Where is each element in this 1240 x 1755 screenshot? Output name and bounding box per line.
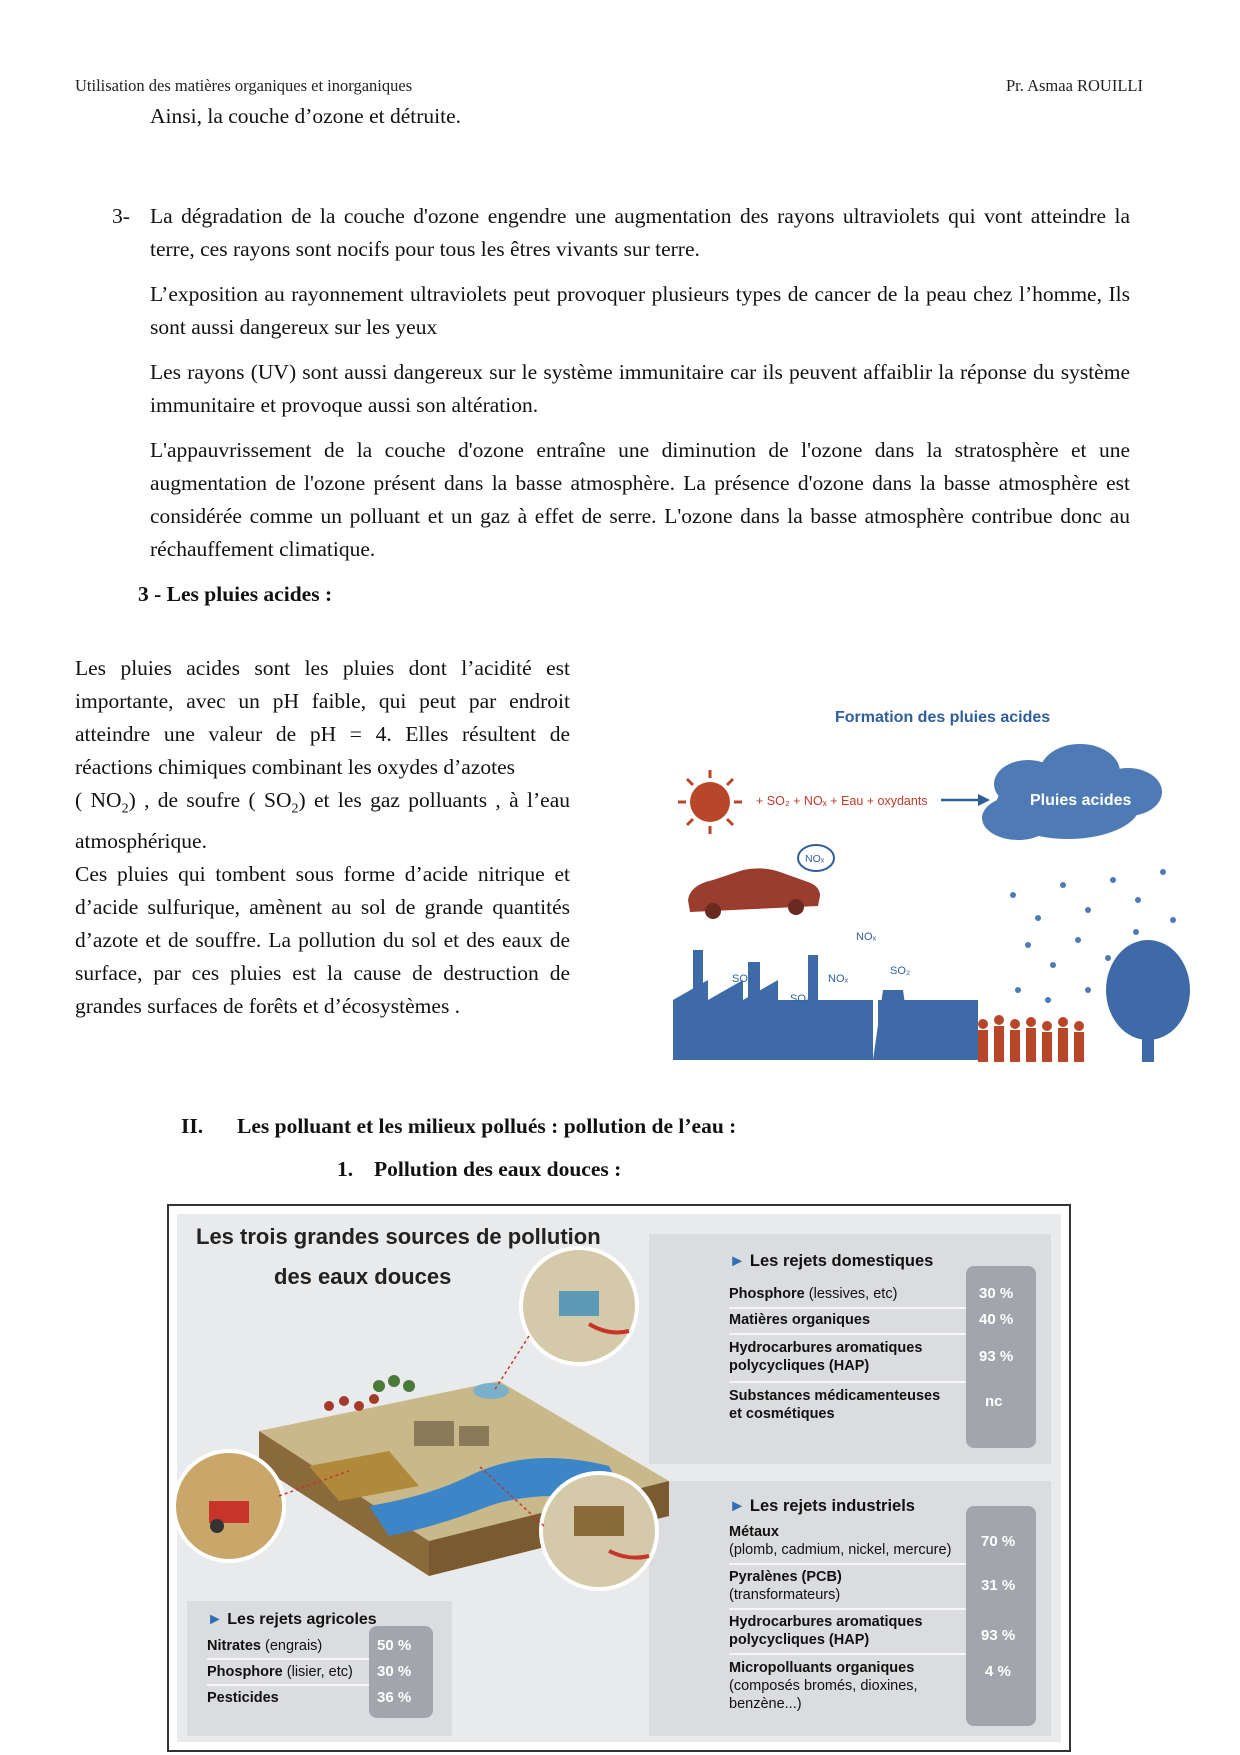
agr-row-3: Pesticides <box>207 1690 279 1706</box>
industriels-heading: ► Les rejets industriels <box>729 1497 915 1515</box>
ind-value-3: 93 % <box>981 1627 1016 1644</box>
ind-row-2b: (transformateurs) <box>729 1587 841 1603</box>
fig2-title-2: des eaux douces <box>274 1264 452 1289</box>
pluies-paragraph-2: Ces pluies qui tombent sous forme d’acide nitrique et d’acide sulfurique, amènent au sol de grande quantités d’azote et de souffre. La pollution du sol et des eaux de surface, par ces pluies est la cause de destruction de grandes surfaces de forêts et d’écosystèmes . <box>75 862 570 1019</box>
figure-acid-rain <box>668 700 1208 1070</box>
dom-row-2: Matières organiques <box>729 1312 871 1328</box>
panel-domestiques <box>649 1234 1051 1464</box>
arrow-icon <box>941 794 990 806</box>
dom-row-4a: Substances médicamenteuses <box>729 1388 941 1404</box>
dom-row-1: Phosphore (lessives, etc) <box>729 1286 898 1302</box>
agr-value-1: 50 % <box>377 1637 412 1654</box>
pluies-paragraph-1b: ( $NO_2$) , de soufre ( $SO_2$) et les gaz polluants , à l’eau atmosphérique. <box>75 788 570 854</box>
car-icon <box>688 868 820 919</box>
label-so2-b: SO₂ <box>790 993 811 1005</box>
dom-row-3a: Hydrocarbures aromatiques <box>729 1340 923 1356</box>
inset-industriel <box>541 1473 657 1589</box>
domestiques-heading: ► Les rejets domestiques <box>729 1252 934 1270</box>
cloud-label: Pluies acides <box>1030 792 1132 809</box>
dom-value-2: 40 % <box>979 1311 1014 1328</box>
agr-row-1: Nitrates (engrais) <box>207 1638 323 1654</box>
agr-row-2: Phosphore (lisier, etc) <box>207 1664 353 1680</box>
subsection-title: Pollution des eaux douces : <box>374 1157 622 1181</box>
label-nox-a: NOₓ <box>856 931 877 943</box>
agricoles-heading: ► Les rejets agricoles <box>207 1611 377 1628</box>
label-nox-b: NOₓ <box>828 973 849 985</box>
paragraph-uv-1: La dégradation de la couche d'ozone engendre une augmentation des rayons ultraviolets qui vont atteindre la terre, ces rayons sont nocifs pour tous les êtres vivants sur terre. <box>150 204 1130 261</box>
heading-pluies-acides: 3 - Les pluies acides : <box>138 582 333 606</box>
nox-cloud-car <box>798 845 834 871</box>
ind-row-4a: Micropolluants organiques <box>729 1660 915 1676</box>
acid-rain-cloud <box>982 744 1162 840</box>
paragraph-uv-3: Les rayons (UV) sont aussi dangereux sur le système immunitaire car ils peuvent affaiblir la réponse du système immunitaire et provoque aussi son altération. <box>150 360 1130 417</box>
dom-row-3b: polycycliques (HAP) <box>729 1358 870 1374</box>
pluies-paragraph-1a: Les pluies acides sont les pluies dont l’acidité est importante, avec un pH faible, qui peut par endroit atteindre une valeur de pH = 4. Elles résultent de réactions chimiques combinant les oxydes d’azotes <box>75 656 570 779</box>
fig1-arrow-label: + SO₂ + NOₓ + Eau + oxydants <box>756 794 928 808</box>
ind-row-2a: Pyralènes (PCB) <box>729 1569 842 1585</box>
subsection-number: 1. <box>337 1157 354 1181</box>
header-left: Utilisation des matières organiques et inorganiques <box>75 76 413 95</box>
intro-line: Ainsi, la couche d’ozone et détruite. <box>150 104 462 128</box>
ind-row-1b: (plomb, cadmium, nickel, mercure) <box>729 1542 952 1558</box>
agr-value-3: 36 % <box>377 1689 412 1706</box>
inset-domestique <box>521 1248 637 1364</box>
fig1-title: Formation des pluies acides <box>835 709 1051 726</box>
panel-agricoles <box>187 1601 452 1736</box>
panel-industriels <box>649 1481 1051 1736</box>
tree-icon <box>1106 940 1190 1062</box>
dom-row-4b: et cosmétiques <box>729 1406 835 1422</box>
section-ii-title: Les polluant et les milieux pollués : pollution de l’eau : <box>237 1114 737 1138</box>
paragraph-uv-2: L’exposition au rayonnement ultraviolets peut provoquer plusieurs types de cancer de la peau chez l’homme, Ils sont aussi dangereux sur les yeux <box>150 282 1130 339</box>
paragraph-ozone: L'appauvrissement de la couche d'ozone entraîne une diminution de l'ozone dans la stratosphère et une augmentation de l'ozone présent dans la basse atmosphère. La présence d'ozone dans la basse atmosphère est considérée comme un polluant et un gaz à effet de serre. L'ozone dans la basse atmosphère contribue donc au réchauffement climatique. <box>150 438 1130 561</box>
label-so2-c: SO₂ <box>890 965 911 977</box>
ind-value-2: 31 % <box>981 1577 1016 1594</box>
agr-value-2: 30 % <box>377 1663 412 1680</box>
figure-freshwater-pollution <box>167 1204 1071 1752</box>
inset-agricole <box>174 1451 284 1561</box>
ind-value-4: 4 % <box>985 1663 1011 1680</box>
label-so2-a: SO₂ <box>732 973 753 985</box>
pluies-text <box>75 652 570 1023</box>
sun-icon <box>678 770 742 834</box>
section-ii-number: II. <box>181 1114 204 1138</box>
ind-row-3b: polycycliques (HAP) <box>729 1632 870 1648</box>
factory-icon <box>673 950 978 1060</box>
header-right: Pr. Asmaa ROUILLI <box>1005 76 1143 95</box>
people-icon <box>978 1015 1084 1062</box>
ind-value-1: 70 % <box>981 1533 1016 1550</box>
ind-row-1a: Métaux <box>729 1524 779 1540</box>
svg-text:NOₓ: NOₓ <box>805 853 825 865</box>
ind-row-4b: (composés bromés, dioxines, <box>729 1678 918 1694</box>
dom-value-1: 30 % <box>979 1285 1014 1302</box>
section-number: 3- <box>112 204 130 228</box>
ind-row-3a: Hydrocarbures aromatiques <box>729 1614 923 1630</box>
fig2-title-1: Les trois grandes sources de pollution <box>196 1224 601 1249</box>
ind-row-4c: benzène...) <box>729 1696 802 1712</box>
dom-value-3: 93 % <box>979 1348 1014 1365</box>
dom-value-4: nc <box>985 1393 1003 1410</box>
